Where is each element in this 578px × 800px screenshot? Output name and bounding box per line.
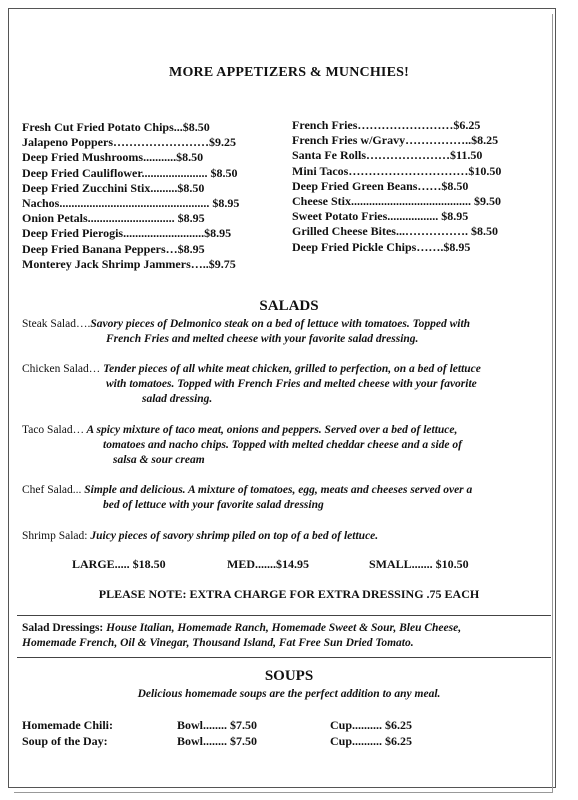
salad-description-cont: salad dressing.: [142, 393, 213, 405]
menu-item: Jalapeno Poppers……………………$9.25: [22, 135, 237, 150]
dressing-note: PLEASE NOTE: EXTRA CHARGE FOR EXTRA DRESSING .75 EACH: [98, 587, 480, 601]
appetizers-right-column: [292, 118, 501, 255]
steak-salad: [22, 317, 552, 347]
salad-description: Simple and delicious. A mixture of tomatoes, egg, meats and cheeses served over a: [81, 484, 473, 496]
menu-item: Deep Fried Zucchini Stix.........$8.50: [22, 180, 205, 195]
soup-cup-price: Cup.......... $6.25: [330, 734, 413, 748]
salad-description-cont: bed of lettuce with your favorite salad dressing: [103, 499, 324, 511]
soup-cup-price: Cup.......... $6.25: [330, 718, 413, 732]
dressings-list: House Italian, Homemade Ranch, Homemade Sweet & Sour, Bleu Cheese,: [103, 622, 462, 634]
appetizers-title: MORE APPETIZERS & MUNCHIES!: [169, 65, 409, 80]
salad-description-cont: French Fries and melted cheese with your favorite salad dressing.: [106, 333, 419, 345]
menu-item: Sweet Potato Fries................. $8.95: [292, 209, 469, 224]
dressings: [22, 621, 552, 651]
salad-description-cont: salsa & sour cream: [113, 454, 205, 466]
salad-description: Savory pieces of Delmonico steak on a bed of lettuce with tomatoes. Topped with: [90, 318, 471, 330]
shrimp-salad: [22, 529, 552, 544]
menu-item: Deep Fried Mushrooms...........$8.50: [22, 150, 204, 165]
salad-name: Chef Salad...: [22, 484, 82, 496]
menu-item: Monterey Jack Shrimp Jammers…..$9.75: [22, 256, 236, 271]
menu-item: Fresh Cut Fried Potato Chips...$8.50: [22, 120, 210, 134]
menu-item: Deep Fried Cauliflower...................... $8.50: [22, 165, 238, 180]
soup-name: Homemade Chili:: [22, 718, 113, 732]
chef-salad: [22, 483, 552, 513]
salad-name: Taco Salad…: [22, 424, 85, 436]
salad-description: Tender pieces of all white meat chicken, grilled to perfection, on a bed of lettuce: [100, 363, 481, 375]
menu-item: French Fries w/Gravy……………..$8.25: [292, 133, 499, 148]
salad-description-cont: tomatoes and nacho chips. Topped with melted cheddar cheese and a side of: [103, 439, 462, 451]
menu-item: Deep Fried Pierogis...........................$8.95: [22, 226, 232, 241]
menu-item: French Fries……………………$6.25: [292, 118, 481, 132]
salad-name: Shrimp Salad:: [22, 530, 88, 542]
dressings-label: Salad Dressings:: [22, 622, 104, 634]
appetizers-left-column: [22, 120, 239, 272]
size-med: MED.......$14.95: [227, 557, 309, 571]
chicken-salad: [22, 362, 552, 407]
soups-subtitle: Delicious homemade soups are the perfect addition to any meal.: [137, 688, 441, 700]
size-small: SMALL....... $10.50: [369, 557, 469, 571]
salad-description: A spicy mixture of taco meat, onions and peppers. Served over a bed of lettuce,: [84, 424, 458, 436]
taco-salad: [22, 423, 552, 468]
soup-name: Soup of the Day:: [22, 734, 108, 748]
menu-item: Grilled Cheese Bites...……………. $8.50: [292, 224, 498, 239]
soups-title: SOUPS: [264, 668, 314, 684]
menu-item: Cheese Stix........................................ $9.50: [292, 193, 501, 208]
menu-item: Mini Tacos…………………………$10.50: [292, 163, 502, 178]
menu-item: Santa Fe Rolls…………………$11.50: [292, 148, 483, 163]
menu-item: Deep Fried Banana Peppers…$8.95: [22, 241, 205, 256]
size-large: LARGE..... $18.50: [72, 557, 166, 571]
soup-bowl-price: Bowl........ $7.50: [177, 718, 258, 732]
salads-title: SALADS: [259, 298, 319, 314]
salad-description: Juicy pieces of savory shrimp piled on top of a bed of lettuce.: [87, 530, 379, 542]
menu-item: Nachos.................................................. $8.95: [22, 195, 240, 210]
salad-name: Chicken Salad…: [22, 363, 101, 375]
menu-item: Deep Fried Pickle Chips…….$8.95: [292, 239, 471, 254]
salad-description-cont: with tomatoes. Topped with French Fries and melted cheese with your favorite: [106, 378, 477, 390]
salad-name: Steak Salad….: [22, 318, 91, 330]
dressings-list-cont: Homemade French, Oil & Vinegar, Thousand Island, Fat Free Sun Dried Tomato.: [22, 637, 414, 649]
menu-item: Onion Petals............................. $8.95: [22, 211, 205, 226]
soup-bowl-price: Bowl........ $7.50: [177, 734, 258, 748]
menu-item: Deep Fried Green Beans……$8.50: [292, 178, 469, 193]
